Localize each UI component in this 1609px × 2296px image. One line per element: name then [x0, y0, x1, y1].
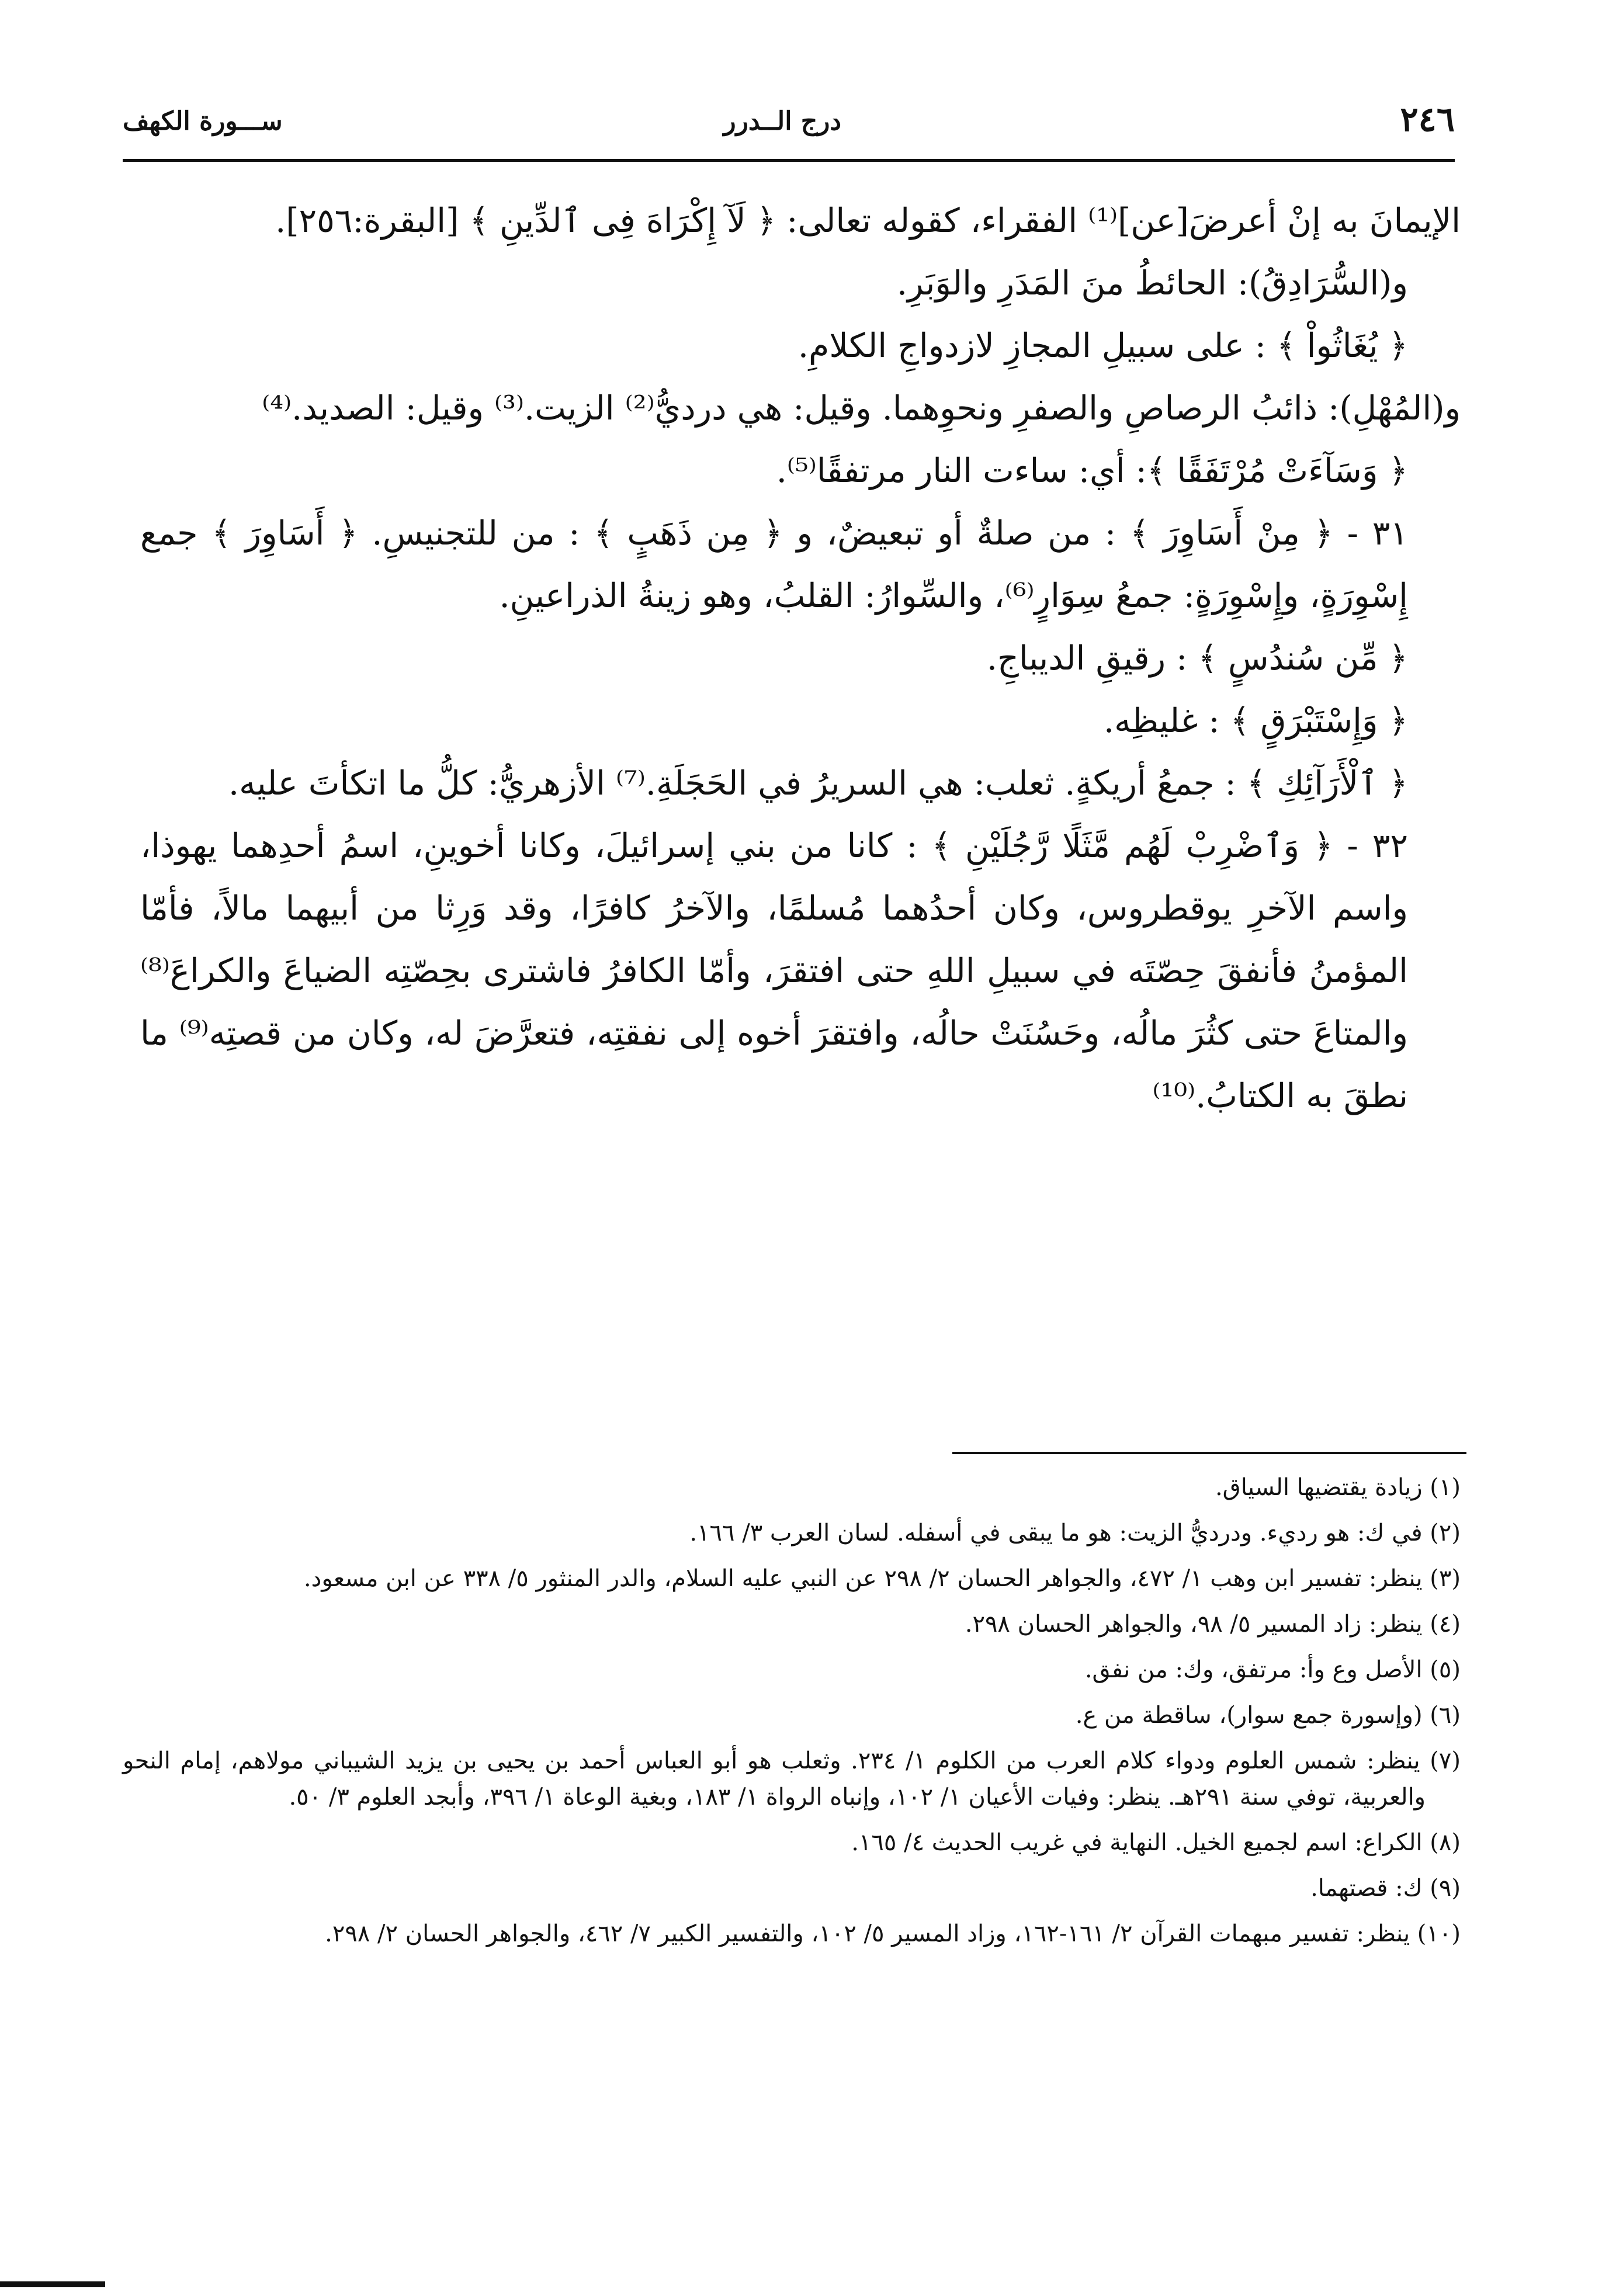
scan-edge-mark — [0, 2281, 105, 2287]
footnote: (٢) في ك: هو رديء. ودرديُّ الزيت: هو ما يبقى في أسفله. لسان العرب ٣/ ١٦٦. — [689, 1520, 1461, 1546]
header-divider — [123, 159, 1455, 162]
text-line: ٣٢ - ﴿ وَٱضْرِبْ لَهُم مَّثَلًا رَّجُلَيْنِ ﴾ : كانا من بني إسرائيلَ، وكانا أخوينِ، اسمُ أحدِهما يهوذا، واسم الآخرِ يوقطروس، وكان أحدُهما مُسلمًا، والآخرُ كافرًا، وقد وَرِثا من أبيهما مالاً، فأمّا المؤمنُ فأنفقَ حِصّتَه في سبيلِ اللهِ حتى افتقرَ، وأمّا الكافرُ فاشترى بحِصّتِه الضياعَ والكراعَ⁽⁸⁾ والمتاعَ حتى كثُرَ مالُه، وحَسُنَتْ حالُه، وافتقرَ أخوه إلى نفقتِه، فتعرَّضَ له، وكان من قصتِه⁽⁹⁾ ما نطقَ به الكتابُ.⁽¹⁰⁾ — [140, 827, 1408, 1115]
footnote: (١٠) ينظر: تفسير مبهمات القرآن ٢/ ١٦١-١٦٢، وزاد المسير ٥/ ١٠٢، والتفسير الكبير ٧/ ٤٦٢، والجواهر الحسان ٢/ ٢٩٨. — [325, 1920, 1461, 1947]
text-line: و(السُّرَادِقُ): الحائطُ منَ المَدَرِ والوَبَرِ. — [896, 264, 1408, 303]
footnote: (٨) الكراع: اسم لجميع الخيل. النهاية في غريب الحديث ٤/ ١٦٥. — [851, 1829, 1461, 1856]
footnote: (٦) (وإسورة جمع سوار)، ساقطة من ع. — [1075, 1702, 1461, 1729]
footnote: (٩) ك: قصتهما. — [1310, 1875, 1461, 1902]
footnote: (٤) ينظر: زاد المسير ٥/ ٩٨، والجواهر الحسان ٢٩٨. — [965, 1611, 1461, 1638]
page-header — [123, 99, 1455, 152]
footnote-divider — [952, 1452, 1466, 1454]
footnote: (٧) ينظر: شمس العلوم ودواء كلام العرب من الكلوم ١/ ٢٣٤. وثعلب هو أبو العباس أحمد بن يحيى بن يزيد الشيباني مولاهم، إمام النحو والعربية، توفي سنة ٢٩١هـ. ينظر: وفيات الأعيان ١/ ١٠٢، وإنباه الرواة ١/ ١٨٣، وبغية الوعاة ١/ ٣٩٦، وأبجد العلوم ٣/ ٥٠. — [123, 1747, 1461, 1811]
text-line: الإيمانَ به إنْ أعرضَ[عن]⁽¹⁾ الفقراء، كقوله تعالى: ﴿ لَآ إِكْرَاهَ فِى ٱلدِّينِ ﴾ [البقرة:٢٥٦]. — [275, 202, 1461, 240]
footnote: (٥) الأصل وع وأ: مرتفق، وك: من نفق. — [1084, 1656, 1461, 1683]
running-surah-title: ســـورة الكهف — [123, 106, 283, 136]
text-line: ﴿ يُغَاثُواْ ﴾ : على سبيلِ المجازِ لازدواجِ الكلامِ. — [797, 327, 1408, 365]
footnotes — [123, 1469, 1461, 1961]
footnote: (١) زيادة يقتضيها السياق. — [1215, 1474, 1461, 1501]
page-number: ٢٤٦ — [1400, 99, 1455, 139]
footnote: (٣) ينظر: تفسير ابن وهب ١/ ٤٧٢، والجواهر الحسان ٢/ ٢٩٨ عن النبي عليه السلام، والدر المنثور ٥/ ٣٣٨ عن ابن مسعود. — [303, 1565, 1461, 1592]
text-line: و(المُهْلِ): ذائبُ الرصاصِ والصفرِ ونحوِهما. وقيل: هي درديُّ⁽²⁾ الزيت.⁽³⁾ وقيل: الصديد.⁽⁴⁾ — [262, 389, 1461, 428]
text-line: ﴿ وَسَآءَتْ مُرْتَفَقًا ﴾: أي: ساءت النار مرتفقًا⁽⁵⁾. — [776, 452, 1408, 490]
text-line: ٣١ - ﴿ مِنْ أَسَاوِرَ ﴾ : من صلةٌ أو تبعيضٌ، و ﴿ مِن ذَهَبٍ ﴾ : من للتجنيسِ. ﴿ أَسَاوِرَ ﴾ جمع إِسْوِرَةٍ، وإِسْوِرَةٍ: جمعُ سِوَارٍ⁽⁶⁾، والسِّوارُ: القلبُ، وهو زينةُ الذراعينِ. — [140, 514, 1408, 615]
text-line: ﴿ مِّن سُندُسٍ ﴾ : رقيقِ الديباجِ. — [986, 639, 1408, 678]
text-line: ﴿ وَإِسْتَبْرَقٍ ﴾ : غليظِه. — [1104, 702, 1408, 740]
running-book-title: درج الــدرر — [723, 106, 841, 136]
text-line: ﴿ ٱلْأَرَآئِكِ ﴾ : جمعُ أريكةٍ. ثعلب: هي السريرُ في الحَجَلَةِ.⁽⁷⁾ الأزهريُّ: كلُّ ما اتكأتَ عليه. — [228, 764, 1408, 803]
main-text — [140, 190, 1461, 1128]
